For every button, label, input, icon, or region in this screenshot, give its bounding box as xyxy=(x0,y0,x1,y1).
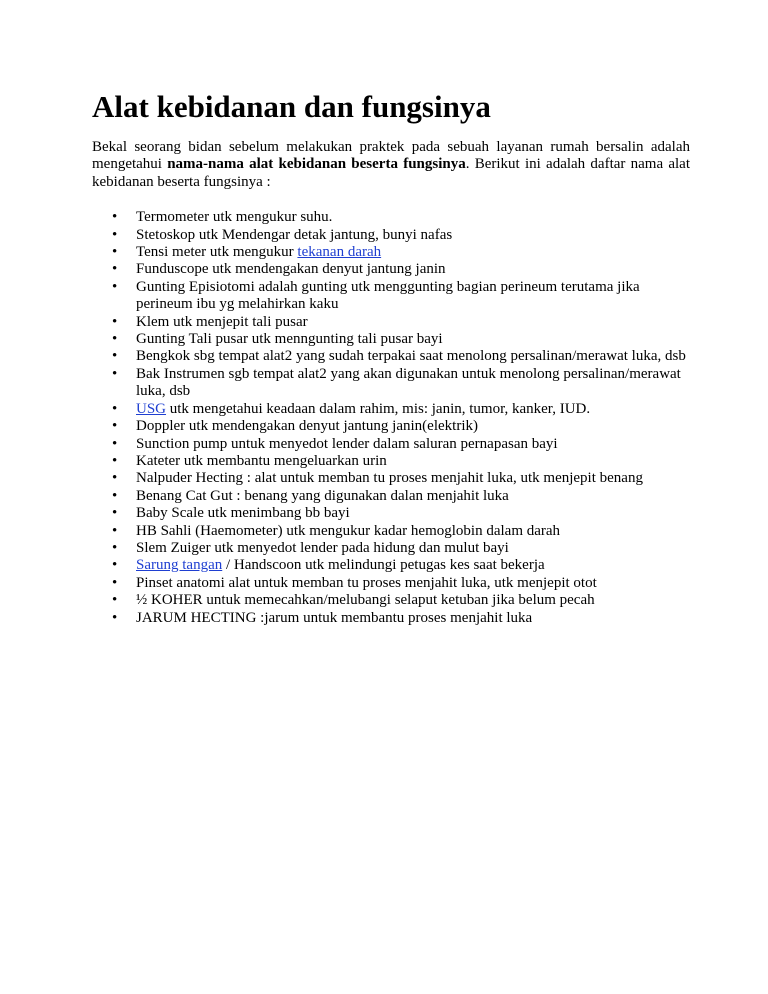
list-item-text: Funduscope utk mendengakan denyut jantung janin xyxy=(136,261,446,278)
bullet-icon: • xyxy=(112,470,118,487)
intro-text-end: . Berikut ini adalah daftar nama alat kebidanan beserta fungsinya : xyxy=(92,156,690,190)
list-item-link[interactable]: tekanan darah xyxy=(297,244,382,261)
bullet-icon: • xyxy=(112,261,118,278)
list-item xyxy=(92,209,690,226)
list-item xyxy=(92,488,690,505)
list-item xyxy=(92,523,690,540)
list-item-text: Pinset anatomi alat untuk memban tu proses menjahit luka, utk menjepit otot xyxy=(136,574,597,591)
list-item xyxy=(92,366,690,401)
list-item-text: Doppler utk mendengakan denyut jantung janin(elektrik) xyxy=(136,418,478,435)
list-item-text: Baby Scale utk menimbang bb bayi xyxy=(136,505,350,522)
list-item-text: Benang Cat Gut : benang yang digunakan dalan menjahit luka xyxy=(136,487,509,504)
bullet-icon: • xyxy=(112,487,118,504)
list-item-text: Klem utk menjepit tali pusar xyxy=(136,313,308,330)
bullet-icon: • xyxy=(112,609,118,626)
bullet-icon: • xyxy=(112,418,118,435)
bullet-icon: • xyxy=(112,435,118,452)
bullet-icon: • xyxy=(112,400,118,417)
bullet-icon: • xyxy=(112,522,118,539)
list-item-text: Kateter utk membantu mengeluarkan urin xyxy=(136,452,387,469)
list-item xyxy=(92,470,690,487)
list-item xyxy=(92,540,690,557)
bullet-icon: • xyxy=(112,278,118,295)
list-item xyxy=(92,505,690,522)
list-item-text: Slem Zuiger utk menyedot lender pada hidung dan mulut bayi xyxy=(136,539,509,556)
list-item-text: utk mengetahui keadaan dalam rahim, mis: janin, tumor, kanker, IUD. xyxy=(166,400,591,417)
list-item-text: Bak Instrumen sgb tempat alat2 yang akan digunakan untuk menolong persalinan/merawat luka, dsb xyxy=(136,365,681,400)
list-item xyxy=(92,244,690,261)
list-item-text: Bengkok sbg tempat alat2 yang sudah terpakai saat menolong persalinan/merawat luka, dsb xyxy=(136,348,686,365)
list-item-text: ½ KOHER untuk memecahkan/melubangi selaput ketuban jika belum pecah xyxy=(136,592,595,609)
tool-list xyxy=(92,209,690,627)
list-item xyxy=(92,261,690,278)
intro-paragraph xyxy=(92,139,690,191)
list-item-text: Nalpuder Hecting : alat untuk memban tu proses menjahit luka, utk menjepit benang xyxy=(136,470,643,487)
list-item xyxy=(92,592,690,609)
bullet-icon: • xyxy=(112,365,118,382)
list-item xyxy=(92,401,690,418)
list-item xyxy=(92,436,690,453)
document-title: Alat kebidanan dan fungsinya xyxy=(92,89,491,124)
list-item xyxy=(92,575,690,592)
list-item-text: Gunting Episiotomi adalah gunting utk menggunting bagian perineum terutama jika perineum ibu yg melahirkan kaku xyxy=(136,278,640,313)
bullet-icon: • xyxy=(112,313,118,330)
bullet-icon: • xyxy=(112,348,118,365)
bullet-icon: • xyxy=(112,452,118,469)
bullet-icon: • xyxy=(112,574,118,591)
list-item-text: JARUM HECTING :jarum untuk membantu proses menjahit luka xyxy=(136,609,533,626)
list-item-link[interactable]: USG xyxy=(136,400,167,417)
list-item xyxy=(92,348,690,365)
bullet-icon: • xyxy=(112,592,118,609)
list-item xyxy=(92,279,690,314)
list-item xyxy=(92,453,690,470)
bullet-icon: • xyxy=(112,209,118,226)
intro-text-start: Bekal seorang bidan sebelum melakukan praktek pada sebuah layanan rumah bersalin adalah mengetahui xyxy=(92,139,690,173)
bullet-icon: • xyxy=(112,539,118,556)
list-item xyxy=(92,331,690,348)
list-item-link[interactable]: Sarung tangan xyxy=(136,557,223,574)
bullet-icon: • xyxy=(112,226,118,243)
list-item-text: HB Sahli (Haemometer) utk mengukur kadar hemoglobin dalam darah xyxy=(136,522,561,539)
list-item-text: Termometer utk mengukur suhu. xyxy=(136,209,333,226)
list-item xyxy=(92,557,690,574)
list-item-text: Sunction pump untuk menyedot lender dalam saluran pernapasan bayi xyxy=(136,435,558,452)
list-item-text: Stetoskop utk Mendengar detak jantung, bunyi nafas xyxy=(136,226,453,243)
list-item-text: Gunting Tali pusar utk menngunting tali pusar bayi xyxy=(136,331,443,348)
list-item xyxy=(92,610,690,627)
list-item-text: Tensi meter utk mengukur xyxy=(136,244,298,261)
list-item-text: / Handscoon utk melindungi petugas kes saat bekerja xyxy=(222,557,545,574)
bullet-icon: • xyxy=(112,244,118,261)
bullet-icon: • xyxy=(112,505,118,522)
list-item xyxy=(92,227,690,244)
bullet-icon: • xyxy=(112,557,118,574)
list-item xyxy=(92,314,690,331)
list-item xyxy=(92,418,690,435)
intro-bold-phrase: nama-nama alat kebidanan beserta fungsinya xyxy=(167,156,466,173)
bullet-icon: • xyxy=(112,331,118,348)
